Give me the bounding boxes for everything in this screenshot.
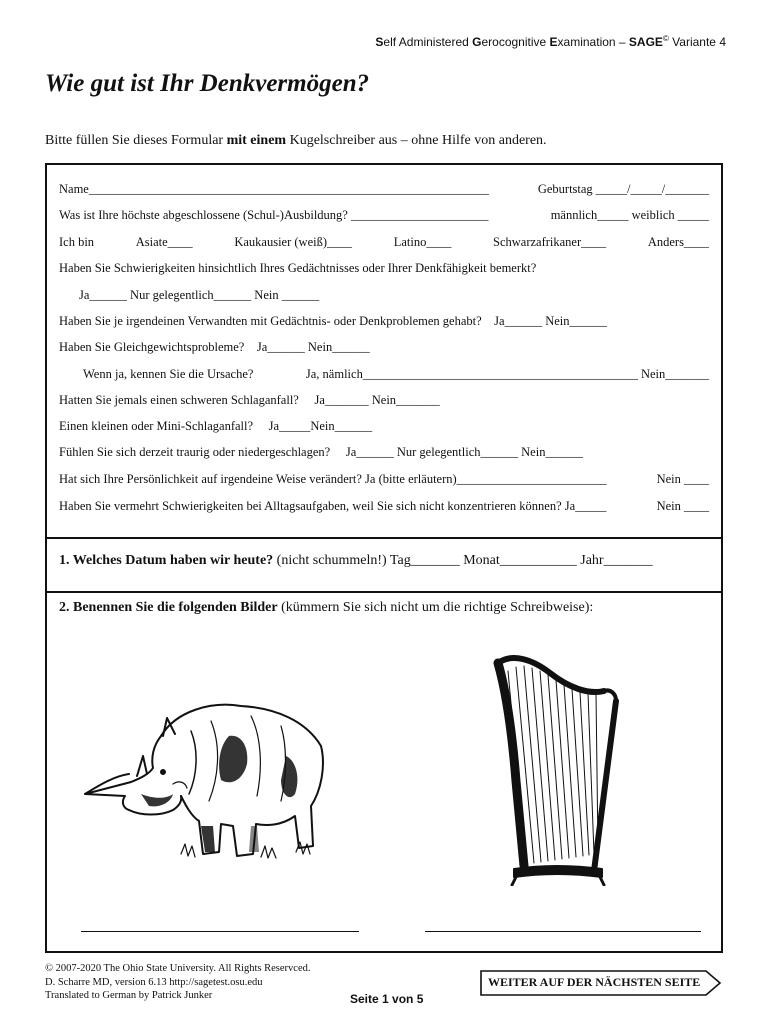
demographics-section [47,165,721,539]
ethnicity-option[interactable]: Asiate____ [135,235,193,249]
rhinoceros-answer-line[interactable] [81,931,359,932]
question-daily-tasks[interactable]: Haben Sie vermehrt Schwierigkeiten bei Alltagsaufgaben, weil Sie sich nicht konzentrieren können? Ja_____ Nein ____ [59,499,709,513]
form-frame [45,163,723,953]
ethnicity-option[interactable]: Latino____ [393,235,452,249]
ethnicity-option[interactable]: Schwarzafrikaner____ [493,235,607,249]
question-ministroke[interactable]: Einen kleinen oder Mini-Schlaganfall? Ja_____Nein______ [59,419,373,433]
question-personality[interactable]: Hat sich Ihre Persönlichkeit auf irgendeine Weise verändert? Ja (bitte erläutern)________________________ Nein ____ [59,472,709,486]
ethnicity-option[interactable]: Anders____ [647,235,709,249]
copyright-footer: © 2007-2020 The Ohio State University. All Rights Reservced. D. Scharre MD, version 6.13 http://sagetest.osu.edu Translated to German by Patrick Junker [45,963,311,1001]
question-sad[interactable]: Fühlen Sie sich derzeit traurig oder niedergeschlagen? Ja______ Nur gelegentlich______ Nein______ [59,445,583,459]
document-header: Self Administered Gerocognitive Examination – SAGE© Variante 4 [375,34,726,49]
page-number: Seite 1 von 5 [350,992,424,1006]
name-row[interactable] [59,182,709,197]
ethnicity-label: Ich bin [59,235,95,249]
page-title: Wie gut ist Ihr Denkvermögen? [45,70,370,97]
ethnicity-row[interactable] [59,235,709,250]
question-balance[interactable]: Haben Sie Gleichgewichtsprobleme? Ja______ Nein______ [59,340,370,354]
harp-image [492,651,642,891]
gender-field[interactable]: männlich_____ weiblich _____ [550,208,709,222]
ethnicity-option[interactable]: Kaukausier (weiß)____ [234,235,353,249]
question-cause[interactable]: Wenn ja, kennen Sie die Ursache? Ja, nämlich____________________________________________ Nein_______ [83,367,709,381]
birthday-field[interactable]: Geburtstag _____/_____/_______ [537,182,709,196]
next-page-button[interactable]: WEITER AUF DER NÄCHSTEN SEITE [480,970,722,996]
harp-answer-line[interactable] [425,931,701,932]
question-1-date[interactable]: 1. Welches Datum haben wir heute? (nicht schummeln!) Tag_______ Monat___________ Jahr_______ [47,537,721,593]
question-memory: Haben Sie Schwierigkeiten hinsichtlich Ihres Gedächtnisses oder Ihrer Denkfähigkeit bemerkt? [59,261,537,275]
question-relatives[interactable]: Haben Sie je irgendeinen Verwandten mit Gedächtnis- oder Denkproblemen gehabt? Ja______ Nein______ [59,314,608,328]
name-field[interactable]: Name________________________________________________________________ [59,182,489,196]
answer-memory[interactable]: Ja______ Nur gelegentlich______ Nein ______ [79,288,320,302]
question-2-pictures: 2. Benennen Sie die folgenden Bilder (kümmern Sie sich nicht um die richtige Schreibweise): [47,591,721,951]
question-stroke[interactable]: Hatten Sie jemals einen schweren Schlaganfall? Ja_______ Nein_______ [59,393,440,407]
education-row[interactable] [59,208,709,223]
education-field[interactable]: Was ist Ihre höchste abgeschlossene (Schul-)Ausbildung? ______________________ [59,208,489,222]
rhinoceros-image [81,676,331,881]
instructions: Bitte füllen Sie dieses Formular mit einem Kugelschreiber aus – ohne Hilfe von anderen. [45,133,547,148]
